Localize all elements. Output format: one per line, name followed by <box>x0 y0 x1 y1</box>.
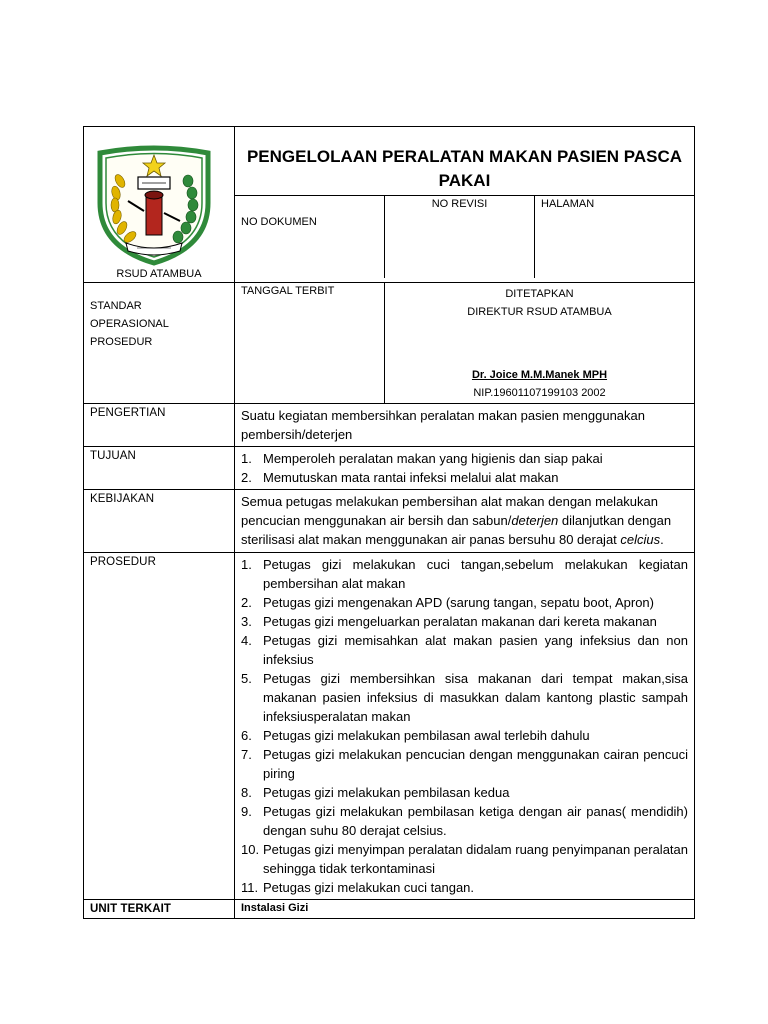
hospital-crest-icon <box>92 143 216 267</box>
pengertian-text: Suatu kegiatan membersihkan peralatan makan pasien menggunakan pembersih/deterjen <box>235 404 695 447</box>
list-item: 2. Petugas gizi mengenakan APD (sarung tangan, sepatu boot, Apron) <box>241 595 654 610</box>
list-item: 3. Petugas gizi mengeluarkan peralatan makanan dari kereta makanan <box>241 614 657 629</box>
kebijakan-label: KEBIJAKAN <box>84 490 235 553</box>
list-item: 9. Petugas gizi melakukan pembilasan ketiga dengan air panas( mendidih) dengan suhu 80 derajat celsius. <box>241 804 688 838</box>
sop-label-text: STANDAR OPERASIONAL PROSEDUR <box>90 300 169 348</box>
prosedur-label: PROSEDUR <box>84 553 235 900</box>
ditetapkan-label: DITETAPKAN <box>505 288 574 300</box>
list-item: 6. Petugas gizi melakukan pembilasan awal terlebih dahulu <box>241 728 590 743</box>
list-item: 7. Petugas gizi melakukan pencucian dengan menggunakan cairan pencuci piring <box>241 747 688 781</box>
logo-cell <box>84 127 235 283</box>
list-item: 4. Petugas gizi memisahkan alat makan pasien yang infeksius dan non infeksius <box>241 633 688 667</box>
tujuan-list <box>235 447 695 490</box>
list-item: 5. Petugas gizi membersihkan sisa makanan dari tempat makan,sisa makanan pasien infeksius di masukkan dalam kantong plastic sampah infeksiusperalatan makan <box>241 671 688 724</box>
tanggal-ditetapkan-cell <box>235 283 695 404</box>
signer-nip: NIP.19601107199103 2002 <box>473 387 606 399</box>
signer-name: Dr. Joice M.M.Manek MPH <box>471 369 608 381</box>
kebijakan-text: Semua petugas melakukan pembersihan alat makan dengan melakukan pencucian menggunakan air bersih dan sabun/deterjen dilanjutkan dengan sterilisasi alat makan menggunakan air panas bersuhu 80 derajat celcius. <box>235 490 695 553</box>
title-cell <box>235 127 695 283</box>
list-item: 2. Memutuskan mata rantai infeksi melalui alat makan <box>241 470 559 485</box>
prosedur-list <box>235 553 695 900</box>
list-item: 11. Petugas gizi melakukan cuci tangan. <box>241 880 475 895</box>
list-item: 10. Petugas gizi menyimpan peralatan didalam ruang penyimpanan peralatan sehingga tidak terkontaminasi <box>241 842 688 876</box>
ditetapkan-block <box>385 283 694 403</box>
list-item: 1. Petugas gizi melakukan cuci tangan,sebelum melakukan kegiatan pembersihan alat makan <box>241 557 688 591</box>
hospital-name: RSUD ATAMBUA <box>116 268 202 280</box>
unit-terkait-label: UNIT TERKAIT <box>84 900 235 919</box>
page-title: PENGELOLAAN PERALATAN MAKAN PASIEN PASCA PAKAI <box>246 147 683 190</box>
sop-table <box>83 126 695 919</box>
sign-row <box>235 283 694 403</box>
tanggal-terbit-label: TANGGAL TERBIT <box>235 283 385 403</box>
sop-label <box>84 283 235 404</box>
tujuan-label: TUJUAN <box>84 447 235 490</box>
direktur-label: DIREKTUR RSUD ATAMBUA <box>467 306 612 318</box>
no-revisi-label: NO REVISI <box>385 196 535 278</box>
unit-terkait-value: Instalasi Gizi <box>235 900 695 919</box>
halaman-label: HALAMAN <box>541 198 595 210</box>
list-item: 8. Petugas gizi melakukan pembilasan kedua <box>241 785 510 800</box>
doc-info-row <box>235 195 694 278</box>
pengertian-label: PENGERTIAN <box>84 404 235 447</box>
list-item: 1. Memperoleh peralatan makan yang higienis dan siap pakai <box>241 451 603 466</box>
no-dokumen-label: NO DOKUMEN <box>235 196 385 278</box>
